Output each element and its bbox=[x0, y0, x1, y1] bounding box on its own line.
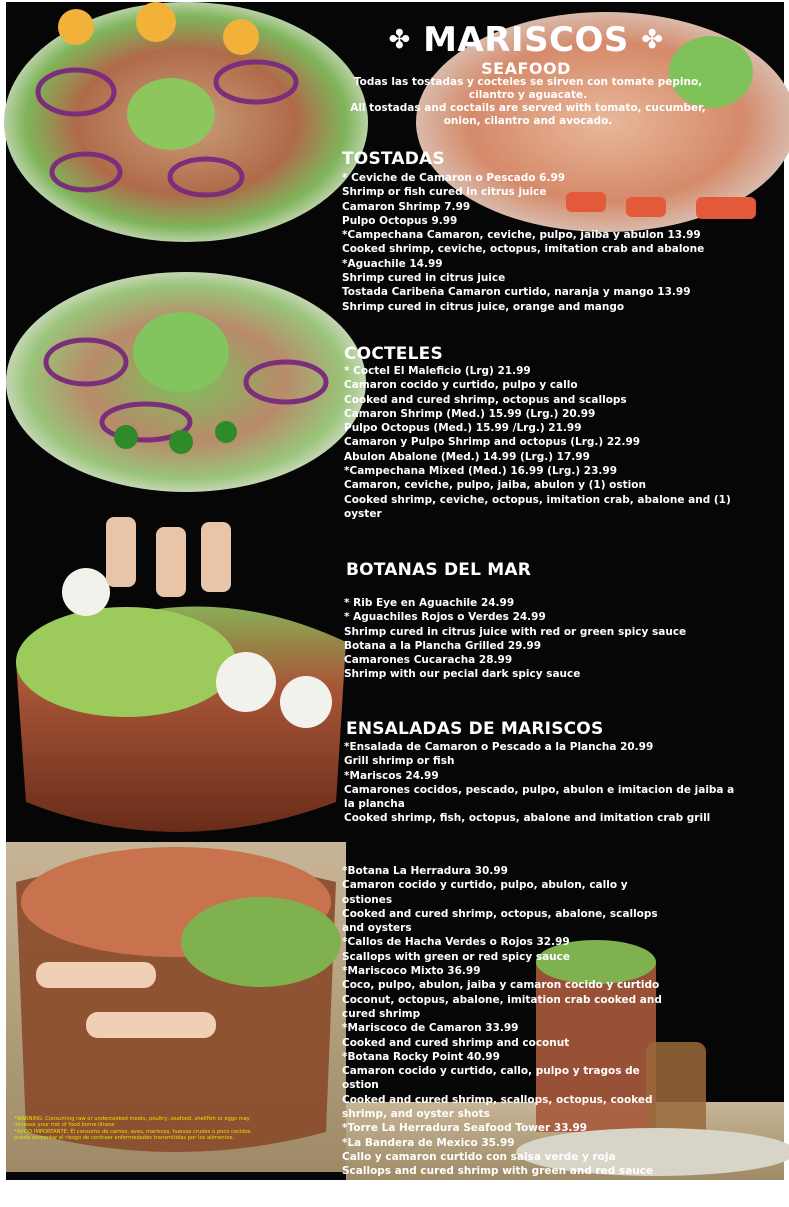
menu-item-detail: Shrimp (Med.) 15.99 (Lrg.) 20.99 bbox=[400, 407, 596, 420]
menu-item-description: Camarones cocidos, pescado, pulpo, abulon e imitacion de jaiba a la plancha bbox=[344, 783, 735, 811]
menu-item-price: 60.99 bbox=[462, 1179, 496, 1192]
menu-item bbox=[342, 257, 762, 271]
menu-item-description: Scallops and cured shrimp with green and red sauce bbox=[342, 1165, 654, 1178]
menu-item-name: *Botana Rocky Point bbox=[342, 1050, 464, 1063]
section-title-ensaladas: ENSALADAS DE MARISCOS bbox=[346, 719, 604, 739]
flower-ornament-icon: ✤ bbox=[388, 25, 411, 55]
menu-item-description: Coconut, octopus, abalone, imitation crab cooked and cured shrimp bbox=[342, 993, 662, 1020]
intro-english: All tostadas and coctails are served with tomato, cucumber, onion, cilantro and avocado. bbox=[350, 102, 706, 127]
menu-item-price: 24.99 bbox=[480, 597, 515, 609]
menu-item-name: Abulon bbox=[344, 450, 386, 463]
menu-item-description: Cooked shrimp, fish, octopus, abalone and imitation crab grill bbox=[344, 812, 711, 825]
section-ensaladas-items bbox=[344, 740, 744, 826]
menu-item-description: Cooked shrimp, ceviche, octopus, imitation crab, abalone and (1) oyster bbox=[344, 493, 731, 520]
menu-item bbox=[342, 964, 672, 978]
menu-item-price: 30.99 bbox=[474, 865, 508, 877]
menu-item-description: Coco, pulpo, abulon, jaiba y camaron cocido y curtido bbox=[342, 979, 660, 992]
menu-item-detail: Grilled bbox=[464, 639, 505, 652]
menu-item-price: 33.99 bbox=[553, 1122, 588, 1135]
menu-item-price: 13.99 bbox=[667, 229, 701, 242]
menu-item-description: Cooked and cured shrimp, scallops, octopus, cooked shrimp, and oyster shots bbox=[342, 1093, 653, 1121]
menu-item bbox=[342, 1136, 672, 1150]
menu-item-price: 21.99 bbox=[497, 365, 531, 377]
menu-item-description: Shrimp cured in citrus juice, orange and mango bbox=[342, 300, 625, 313]
menu-item-name: Camaron y Pulpo bbox=[344, 436, 445, 449]
menu-item-price: 20.99 bbox=[620, 741, 654, 753]
menu-item bbox=[344, 450, 744, 464]
menu-item-detail: Abalone (Med.) 14.99 (Lrg.) 17.99 bbox=[389, 450, 590, 463]
menu-item bbox=[342, 1121, 672, 1135]
menu-item-name: * Aguachiles Rojos o Verdes bbox=[344, 611, 509, 624]
menu-item bbox=[342, 200, 762, 214]
food-safety-warning bbox=[14, 1116, 254, 1142]
menu-item-name: * Coctel El Maleficio bbox=[344, 365, 462, 377]
menu-item-description: Grill shrimp or fish bbox=[344, 755, 455, 768]
menu-item-price: 35.99 bbox=[481, 1136, 515, 1149]
menu-item-name: *Fiesta de Cervezas bbox=[342, 1179, 460, 1192]
menu-item bbox=[344, 740, 744, 754]
menu-item-name: *Campechana bbox=[342, 229, 424, 242]
menu-item-description: Callo y camaron curtido con salsa verde y roja bbox=[342, 1150, 616, 1163]
menu-item-price: 14.99 bbox=[409, 257, 443, 270]
menu-item-detail: Camaron curtido, naranja y mango bbox=[448, 286, 654, 299]
menu-item-name: Pulpo bbox=[344, 422, 378, 435]
menu-item bbox=[342, 285, 762, 299]
intro-spanish: Todas las tostadas y cocteles se sirven con tomate pepino, cilantro y aguacate. bbox=[353, 76, 703, 101]
menu-item bbox=[344, 364, 744, 378]
menu-item-price: 32.99 bbox=[536, 936, 570, 949]
menu-item-name: Pulpo bbox=[342, 214, 376, 227]
menu-item-name: *Callos de Hacha Verdes o Rojos bbox=[342, 936, 533, 949]
menu-item bbox=[342, 214, 762, 228]
menu-item-description: Cooked and cured shrimp, octopus, abalone, scallops and oysters bbox=[342, 907, 658, 935]
menu-item bbox=[344, 435, 744, 449]
menu-item-detail: Mixed (Med.) 16.99 (Lrg.) 23.99 bbox=[428, 465, 618, 478]
menu-item-name: Tostada Caribeña bbox=[342, 286, 445, 299]
menu-item-description: Scallops with green or red spicy sauce bbox=[342, 950, 570, 963]
section-specials-items bbox=[342, 864, 672, 1207]
intro-text bbox=[348, 76, 708, 128]
section-title-tostadas: TOSTADAS bbox=[342, 149, 445, 169]
menu-item-detail: Shrimp bbox=[398, 200, 441, 213]
menu-item-description: Camaron, ceviche, pulpo, jaiba, abulon y (1) ostion bbox=[344, 479, 646, 492]
menu-item-name: Camaron bbox=[344, 407, 397, 420]
menu-item-price: 33.99 bbox=[485, 1022, 519, 1035]
menu-item bbox=[342, 1050, 672, 1064]
menu-item-description: Camaron cocido y curtido, pulpo y callo bbox=[344, 379, 578, 392]
menu-item-name: Botana a la Plancha bbox=[344, 639, 462, 652]
section-tostadas-items bbox=[342, 171, 762, 314]
menu-item bbox=[344, 464, 744, 478]
title-text: MARISCOS bbox=[423, 20, 629, 60]
menu-item bbox=[342, 935, 672, 949]
menu-item bbox=[342, 228, 762, 242]
menu-item-detail: (Lrg) bbox=[464, 365, 494, 377]
menu-item bbox=[342, 1179, 672, 1193]
menu-item-description: Shrimp with our pecial dark spicy sauce bbox=[344, 668, 581, 681]
menu-item-price: 13.99 bbox=[657, 286, 691, 299]
section-botanas-items bbox=[344, 596, 764, 682]
menu-item-name: *Aguachile bbox=[342, 257, 406, 270]
menu-item-price: 6.99 bbox=[539, 172, 566, 184]
menu-item bbox=[344, 653, 764, 667]
menu-item-description: Shrimp cured in citrus juice bbox=[342, 272, 506, 285]
menu-item-price: 7.99 bbox=[444, 200, 471, 213]
menu-item-detail: Seafood Tower bbox=[463, 1122, 551, 1135]
section-title-cocteles: COCTELES bbox=[344, 344, 443, 364]
warning-spanish: *AVISO IMPORTANTE: El consumo de carnes, aves, mariscos, huevos crudos o poco cocidos puede aumentar el riesgo de contraer enfermedades transmitidas por los alimentos. bbox=[14, 1128, 251, 1142]
menu-item-price: 28.99 bbox=[478, 654, 513, 667]
menu-item-name: *Mariscoco Mixto bbox=[342, 965, 444, 978]
menu-item-detail: Octopus bbox=[379, 214, 428, 227]
menu-item bbox=[344, 769, 744, 783]
section-cocteles-items bbox=[344, 364, 744, 521]
menu-item-name: Camarones Cucaracha bbox=[344, 654, 476, 667]
menu-item bbox=[344, 639, 764, 653]
menu-item-description: Shrimp or fish cured in citrus juice bbox=[342, 186, 547, 199]
menu-item-price: 24.99 bbox=[405, 769, 439, 782]
menu-item-detail: Shrimp and octopus (Lrg.) 22.99 bbox=[448, 436, 641, 449]
menu-item-description: Camaron cocido y curtido, pulpo, abulon, callo y ostiones bbox=[342, 879, 628, 906]
menu-item-price: 36.99 bbox=[447, 965, 481, 978]
menu-item bbox=[344, 421, 744, 435]
menu-item-price: 29.99 bbox=[507, 639, 542, 652]
menu-item-description: Cooked and cured shrimp and coconut bbox=[342, 1036, 570, 1049]
warning-english: *WARNING: Consuming raw or undercooked meats, poultry, seafood, shellfish or eggs may increase your risk of food borne illness bbox=[14, 1116, 250, 1129]
menu-item-price: 40.99 bbox=[466, 1050, 500, 1063]
menu-item-price: 9.99 bbox=[431, 214, 458, 227]
menu-item bbox=[342, 171, 762, 185]
menu-item-description: Cooked and cured shrimp, octopus and scallops bbox=[344, 393, 627, 406]
menu-item-description: Camaron cocido y curtido, callo, pulpo y tragos de ostion bbox=[342, 1065, 640, 1092]
menu-item-price: 24.99 bbox=[512, 611, 546, 624]
menu-item-description: Shrimp cured in citrus juice with red or green spicy sauce bbox=[344, 625, 687, 638]
menu-item-name: *La Bandera de Mexico bbox=[342, 1136, 478, 1149]
menu-item bbox=[344, 610, 764, 624]
menu-item-name: * Ceviche de Camaron o Pescado bbox=[342, 172, 536, 184]
menu-item-name: *Botana La Herradura bbox=[342, 865, 472, 877]
menu-item-description: (6) Beer with mixed seafood and chips bbox=[342, 1193, 571, 1206]
menu-item-detail: Octopus (Med.) 15.99 /Lrg.) 21.99 bbox=[381, 422, 582, 435]
menu-item bbox=[344, 596, 764, 610]
menu-item-name: Camaron bbox=[342, 200, 395, 213]
menu-item-detail: Camaron, ceviche, pulpo, jaiba y abulon bbox=[426, 229, 664, 242]
menu-item bbox=[342, 864, 672, 878]
menu-item-name: *Mariscos bbox=[344, 769, 402, 782]
menu-item-name: *Campechana bbox=[344, 465, 426, 478]
menu-title bbox=[386, 20, 666, 60]
section-title-botanas: BOTANAS DEL MAR bbox=[346, 560, 532, 580]
menu-item bbox=[344, 407, 744, 421]
menu-item bbox=[342, 1021, 672, 1035]
menu-item-name: *Ensalada de Camaron o Pescado a la Plancha bbox=[344, 741, 617, 753]
menu-background bbox=[6, 2, 784, 1206]
menu-item-name: * Rib Eye en Aguachile bbox=[344, 597, 478, 609]
menu-subtitle: SEAFOOD bbox=[481, 59, 571, 78]
flower-ornament-icon: ✤ bbox=[641, 25, 664, 55]
menu-item-name: *Torre La Herradura bbox=[342, 1122, 460, 1135]
menu-item-name: *Mariscoco de Camaron bbox=[342, 1022, 482, 1035]
menu-item-description: Cooked shrimp, ceviche, octopus, imitation crab and abalone bbox=[342, 243, 705, 256]
